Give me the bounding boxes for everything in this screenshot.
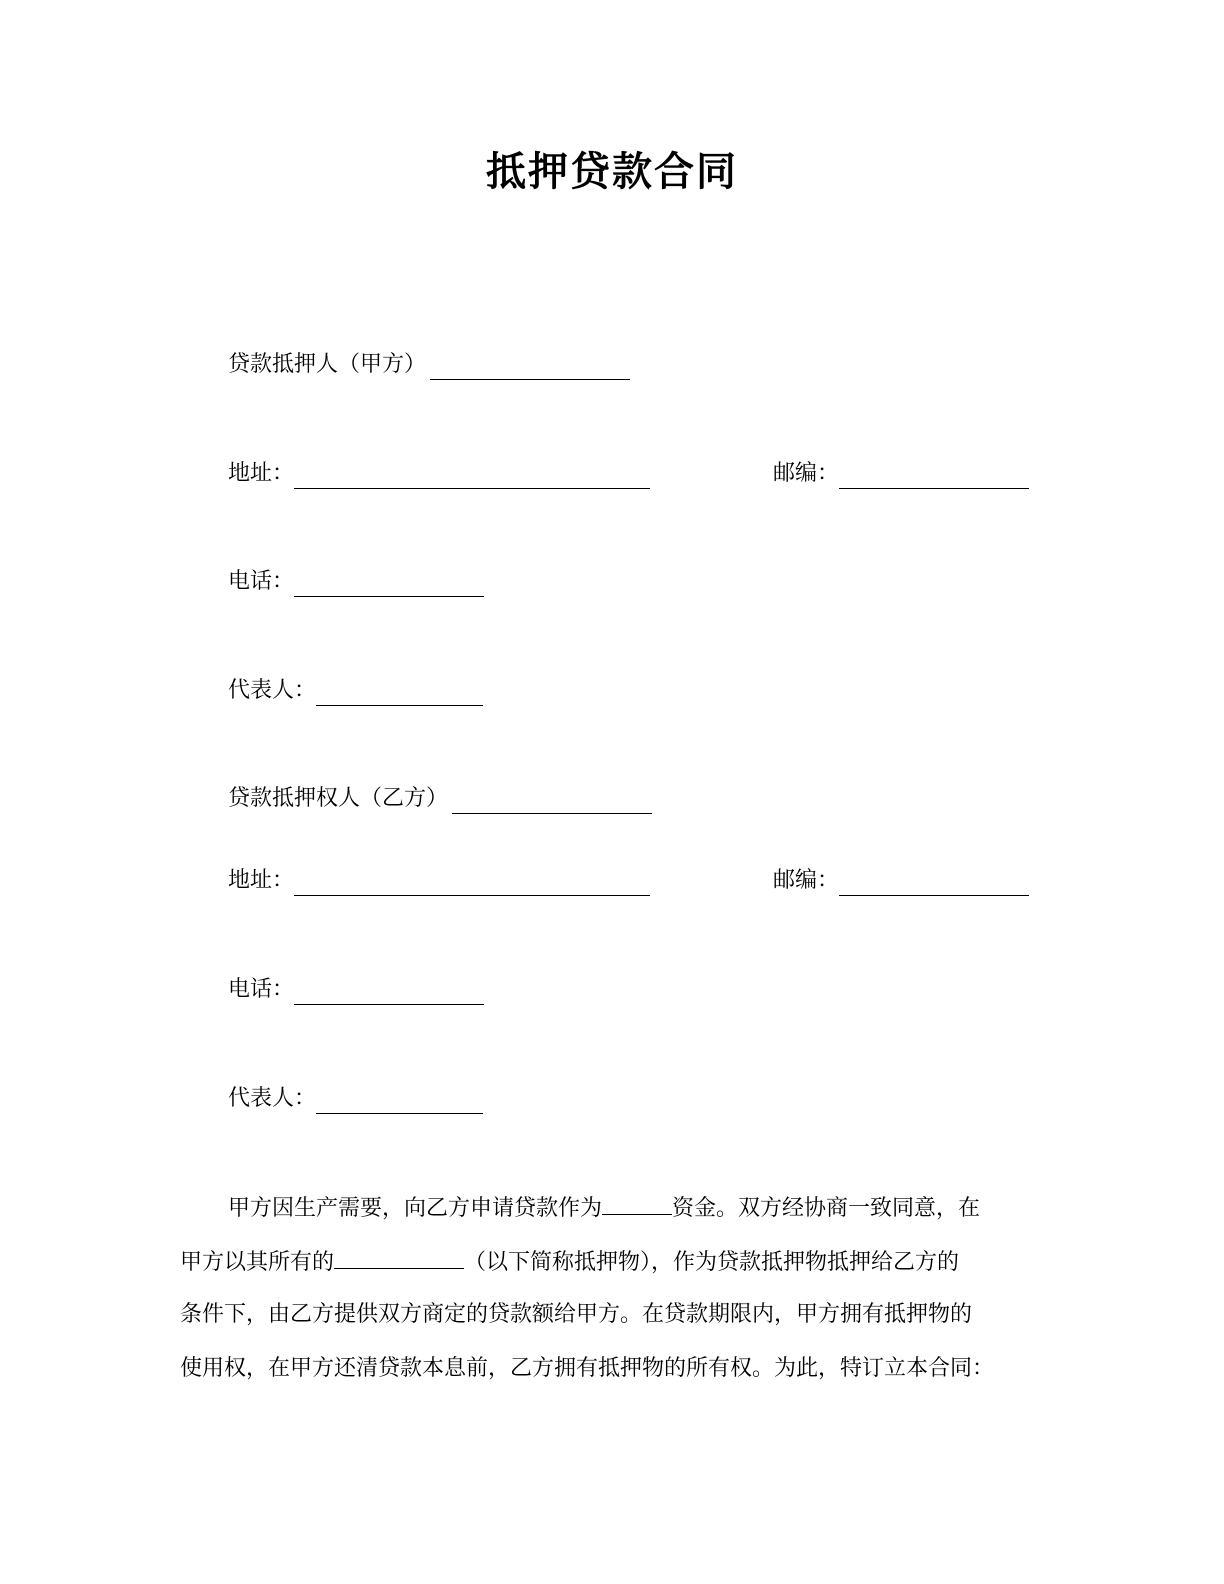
party-b-representative-blank[interactable]	[316, 1089, 483, 1114]
party-b-representative-field	[228, 1084, 483, 1114]
intro-line-3: 条件下，由乙方提供双方商定的贷款额给甲方。在贷款期限内，甲方拥有抵押物的	[180, 1302, 973, 1327]
party-b-phone-label: 电话：	[228, 977, 295, 1002]
party-a-phone-label: 电话：	[228, 569, 295, 594]
intro-line-4: 使用权，在甲方还清贷款本息前，乙方拥有抵押物的所有权。为此，特订立本合同：	[180, 1356, 995, 1381]
intro-line-2-text-b: （以下简称抵押物），作为贷款抵押物抵押给乙方的	[464, 1250, 960, 1275]
intro-line-2	[180, 1246, 959, 1278]
party-a-representative-blank[interactable]	[316, 681, 483, 706]
party-b-name-blank[interactable]	[452, 789, 652, 814]
collateral-blank[interactable]	[334, 1246, 464, 1269]
party-a-phone-blank[interactable]	[294, 572, 484, 597]
party-a-address-field	[228, 459, 650, 489]
party-b-address-field	[228, 866, 650, 896]
party-a-label: 贷款抵押人（甲方）	[228, 352, 427, 377]
party-a-name-blank[interactable]	[430, 355, 630, 380]
intro-line-2-text-a: 甲方以其所有的	[180, 1250, 335, 1275]
party-b-postcode-field	[773, 866, 1029, 896]
party-b-phone-blank[interactable]	[294, 980, 484, 1005]
party-a-address-label: 地址：	[228, 461, 295, 486]
party-b-postcode-label: 邮编：	[773, 868, 840, 893]
party-a-address-blank[interactable]	[294, 464, 650, 489]
party-a-postcode-field	[773, 459, 1029, 489]
intro-line-1	[228, 1192, 980, 1224]
fund-purpose-blank[interactable]	[602, 1192, 672, 1215]
party-b-label: 贷款抵押权人（乙方）	[228, 786, 449, 811]
party-a-postcode-label: 邮编：	[773, 461, 840, 486]
party-b-address-label: 地址：	[228, 868, 295, 893]
party-b-phone-field	[228, 975, 484, 1005]
party-a-representative-field	[228, 676, 483, 706]
party-a-field	[228, 350, 630, 380]
intro-line-1-text-a: 甲方因生产需要，向乙方申请贷款作为	[228, 1196, 603, 1221]
party-b-field	[228, 784, 652, 814]
party-b-address-blank[interactable]	[294, 871, 650, 896]
document-title: 抵押贷款合同	[486, 149, 738, 195]
party-b-representative-label: 代表人：	[228, 1086, 317, 1111]
party-a-phone-field	[228, 567, 484, 597]
party-b-postcode-blank[interactable]	[839, 871, 1029, 896]
intro-line-1-text-b: 资金。双方经协商一致同意，在	[672, 1196, 981, 1221]
party-a-postcode-blank[interactable]	[839, 464, 1029, 489]
party-a-representative-label: 代表人：	[228, 678, 317, 703]
